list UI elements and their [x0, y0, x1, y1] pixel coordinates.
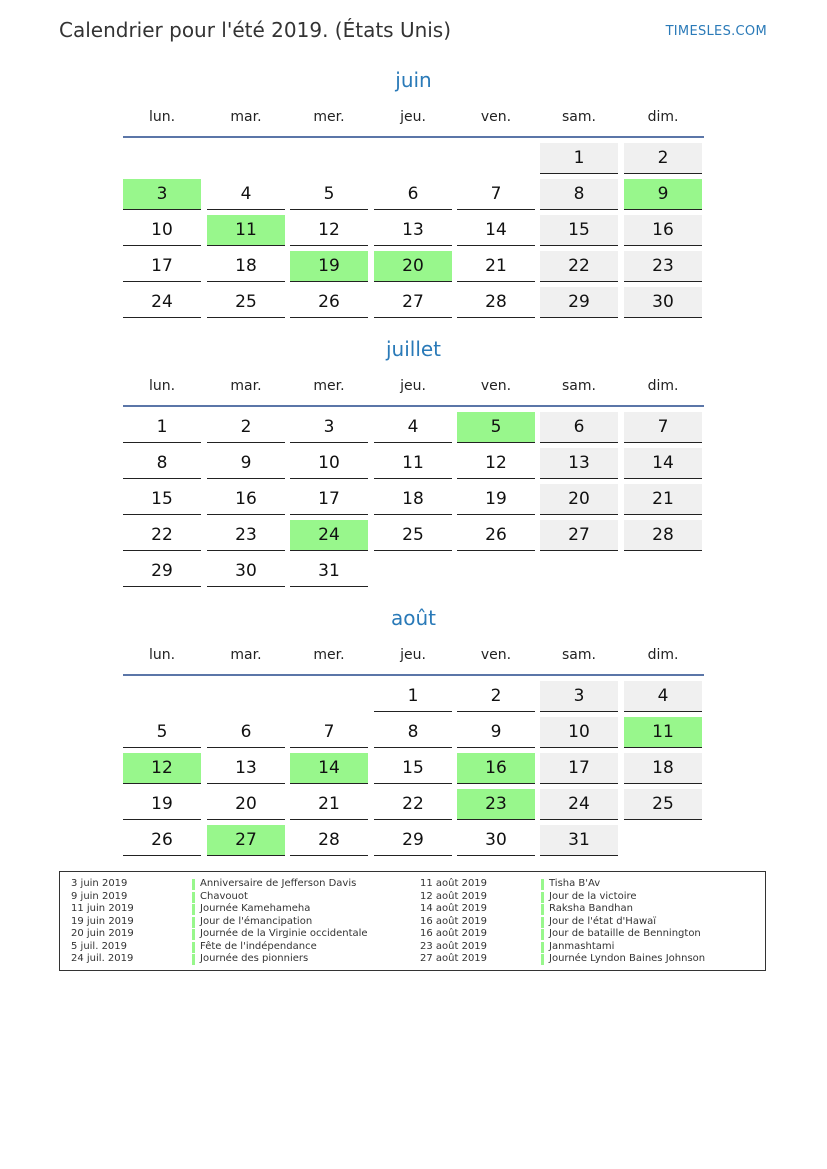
day-cell: 9 [207, 448, 285, 479]
weekday-label: mar. [230, 109, 262, 125]
legend-date: 19 juin 2019 [71, 915, 134, 927]
legend-holiday-name: Journée des pionniers [200, 953, 309, 964]
legend-date: 27 août 2019 [420, 953, 488, 964]
legend-date: 16 août 2019 [420, 915, 488, 927]
weekday-label: lun. [148, 109, 176, 125]
legend-color-marker [192, 929, 195, 940]
weekday-label: ven. [480, 647, 512, 663]
day-cell: 4 [374, 412, 452, 443]
day-cell: 24 [540, 789, 618, 820]
day-cell: 16 [624, 215, 702, 246]
legend-color-marker [192, 942, 195, 953]
day-cell-holiday: 16 [457, 753, 535, 784]
day-cell: 18 [207, 251, 285, 282]
day-cell: 27 [540, 520, 618, 551]
day-cell: 7 [290, 717, 368, 748]
day-cell: 22 [374, 789, 452, 820]
day-cell-holiday: 3 [123, 179, 201, 210]
day-cell: 6 [374, 179, 452, 210]
legend-holiday-name: Jour de la victoire [549, 890, 637, 902]
day-cell: 26 [123, 825, 201, 856]
day-cell-holiday: 11 [624, 717, 702, 748]
day-cell-holiday: 24 [290, 520, 368, 551]
weekday-label: lun. [148, 378, 176, 394]
weekday-label: sam. [562, 109, 596, 125]
day-cell: 23 [624, 251, 702, 282]
day-cell: 3 [540, 681, 618, 712]
legend-date: 16 août 2019 [420, 928, 488, 939]
legend-holiday-name: Journée de la Virginie occidentale [200, 928, 368, 939]
legend-date: 5 juil. 2019 [71, 940, 128, 952]
weekday-label: mer. [313, 647, 345, 663]
day-cell-holiday: 11 [207, 215, 285, 246]
month-name: juillet [385, 337, 442, 361]
day-cell: 25 [374, 520, 452, 551]
day-cell: 7 [457, 179, 535, 210]
header-rule [123, 405, 704, 407]
day-cell-holiday: 14 [290, 753, 368, 784]
legend-holiday-name: Chavouot [200, 890, 248, 902]
legend-holiday-name: Tisha B'Av [549, 878, 601, 889]
legend-color-marker [541, 879, 544, 890]
legend-holiday-name: Raksha Bandhan [549, 903, 633, 914]
legend-color-marker [541, 904, 544, 915]
day-cell: 27 [374, 287, 452, 318]
legend-color-marker [541, 917, 544, 928]
weekday-label: sam. [562, 647, 596, 663]
day-cell-holiday: 9 [624, 179, 702, 210]
day-cell: 20 [540, 484, 618, 515]
holiday-legend [59, 871, 766, 971]
day-cell: 5 [290, 179, 368, 210]
day-cell: 11 [374, 448, 452, 479]
day-cell: 31 [540, 825, 618, 856]
weekday-header [123, 109, 704, 129]
day-cell: 8 [374, 717, 452, 748]
weekday-label: dim. [647, 378, 679, 394]
day-cell: 13 [374, 215, 452, 246]
weekday-label: mar. [230, 647, 262, 663]
day-cell: 30 [207, 556, 285, 587]
day-cell: 19 [457, 484, 535, 515]
day-cell: 14 [457, 215, 535, 246]
day-cell: 10 [123, 215, 201, 246]
weekday-label: dim. [647, 109, 679, 125]
day-cell: 13 [540, 448, 618, 479]
legend-holiday-name: Journée Kamehameha [200, 903, 311, 914]
weekday-label: mer. [313, 109, 345, 125]
weekday-label: ven. [480, 109, 512, 125]
weekday-label: mer. [313, 378, 345, 394]
day-cell: 2 [207, 412, 285, 443]
day-cell-holiday: 27 [207, 825, 285, 856]
legend-date: 9 juin 2019 [71, 890, 128, 902]
legend-date: 3 juin 2019 [71, 878, 128, 889]
day-cell-holiday: 5 [457, 412, 535, 443]
weekday-label: dim. [647, 647, 679, 663]
day-cell: 14 [624, 448, 702, 479]
weekday-label: jeu. [400, 378, 426, 394]
day-cell: 26 [290, 287, 368, 318]
legend-color-marker [192, 892, 195, 903]
day-cell: 4 [207, 179, 285, 210]
legend-date: 23 août 2019 [420, 940, 488, 952]
day-cell-holiday: 23 [457, 789, 535, 820]
day-cell: 10 [290, 448, 368, 479]
legend-color-marker [192, 904, 195, 915]
day-cell: 29 [540, 287, 618, 318]
weekday-label: mar. [230, 378, 262, 394]
day-cell: 18 [624, 753, 702, 784]
day-cell: 7 [624, 412, 702, 443]
day-cell: 2 [624, 143, 702, 174]
day-cell: 4 [624, 681, 702, 712]
day-cell: 21 [290, 789, 368, 820]
day-cell: 2 [457, 681, 535, 712]
day-cell: 30 [624, 287, 702, 318]
day-cell: 1 [374, 681, 452, 712]
day-cell: 10 [540, 717, 618, 748]
legend-color-marker [192, 917, 195, 928]
day-cell: 18 [374, 484, 452, 515]
legend-holiday-name: Fête de l'indépendance [200, 940, 317, 952]
day-cell: 8 [540, 179, 618, 210]
day-cell: 28 [457, 287, 535, 318]
legend-color-marker [192, 879, 195, 890]
day-cell: 22 [540, 251, 618, 282]
month-name: août [390, 606, 436, 630]
day-cell: 28 [290, 825, 368, 856]
header-rule [123, 674, 704, 676]
legend-date: 11 juin 2019 [71, 903, 134, 914]
day-cell: 1 [540, 143, 618, 174]
day-cell: 15 [540, 215, 618, 246]
day-cell: 31 [290, 556, 368, 587]
day-cell: 29 [374, 825, 452, 856]
day-cell: 12 [290, 215, 368, 246]
page-title: Calendrier pour l'été 2019. (États Unis) [59, 18, 452, 42]
day-cell: 9 [457, 717, 535, 748]
day-cell: 30 [457, 825, 535, 856]
day-cell: 21 [624, 484, 702, 515]
day-cell: 21 [457, 251, 535, 282]
month-name: juin [395, 68, 432, 92]
day-cell: 3 [290, 412, 368, 443]
legend-color-marker [541, 942, 544, 953]
day-cell: 25 [207, 287, 285, 318]
legend-holiday-name: Jour de bataille de Bennington [549, 928, 701, 939]
day-cell: 1 [123, 412, 201, 443]
day-cell: 17 [540, 753, 618, 784]
day-cell: 29 [123, 556, 201, 587]
day-cell: 16 [207, 484, 285, 515]
legend-date: 11 août 2019 [420, 878, 488, 889]
day-cell: 17 [123, 251, 201, 282]
day-cell: 15 [374, 753, 452, 784]
day-cell: 15 [123, 484, 201, 515]
day-cell: 24 [123, 287, 201, 318]
legend-holiday-name: Jour de l'émancipation [200, 915, 313, 927]
legend-holiday-name: Journée Lyndon Baines Johnson [549, 953, 706, 964]
legend-holiday-name: Jour de l'état d'Hawaï [549, 915, 657, 927]
day-cell-holiday: 19 [290, 251, 368, 282]
legend-date: 12 août 2019 [420, 890, 488, 902]
legend-date: 14 août 2019 [420, 903, 488, 914]
day-cell-holiday: 12 [123, 753, 201, 784]
legend-date: 20 juin 2019 [71, 928, 134, 939]
day-cell-holiday: 20 [374, 251, 452, 282]
day-cell: 20 [207, 789, 285, 820]
legend-color-marker [541, 954, 544, 965]
day-cell: 6 [207, 717, 285, 748]
day-cell: 25 [624, 789, 702, 820]
day-cell: 17 [290, 484, 368, 515]
day-cell: 28 [624, 520, 702, 551]
weekday-label: ven. [480, 378, 512, 394]
day-cell: 12 [457, 448, 535, 479]
day-cell: 26 [457, 520, 535, 551]
weekday-label: lun. [148, 647, 176, 663]
day-cell: 5 [123, 717, 201, 748]
weekday-label: jeu. [400, 647, 426, 663]
header-rule [123, 136, 704, 138]
legend-holiday-name: Anniversaire de Jefferson Davis [200, 878, 357, 889]
legend-color-marker [192, 954, 195, 965]
weekday-header [123, 378, 704, 398]
weekday-label: jeu. [400, 109, 426, 125]
day-cell: 23 [207, 520, 285, 551]
legend-date: 24 juil. 2019 [71, 953, 134, 964]
day-cell: 13 [207, 753, 285, 784]
day-cell: 8 [123, 448, 201, 479]
day-cell: 19 [123, 789, 201, 820]
legend-color-marker [541, 892, 544, 903]
weekday-label: sam. [562, 378, 596, 394]
weekday-header [123, 647, 704, 667]
site-link[interactable]: TIMESLES.COM [665, 24, 767, 39]
day-cell: 22 [123, 520, 201, 551]
legend-holiday-name: Janmashtami [549, 940, 615, 952]
day-cell: 6 [540, 412, 618, 443]
legend-color-marker [541, 929, 544, 940]
